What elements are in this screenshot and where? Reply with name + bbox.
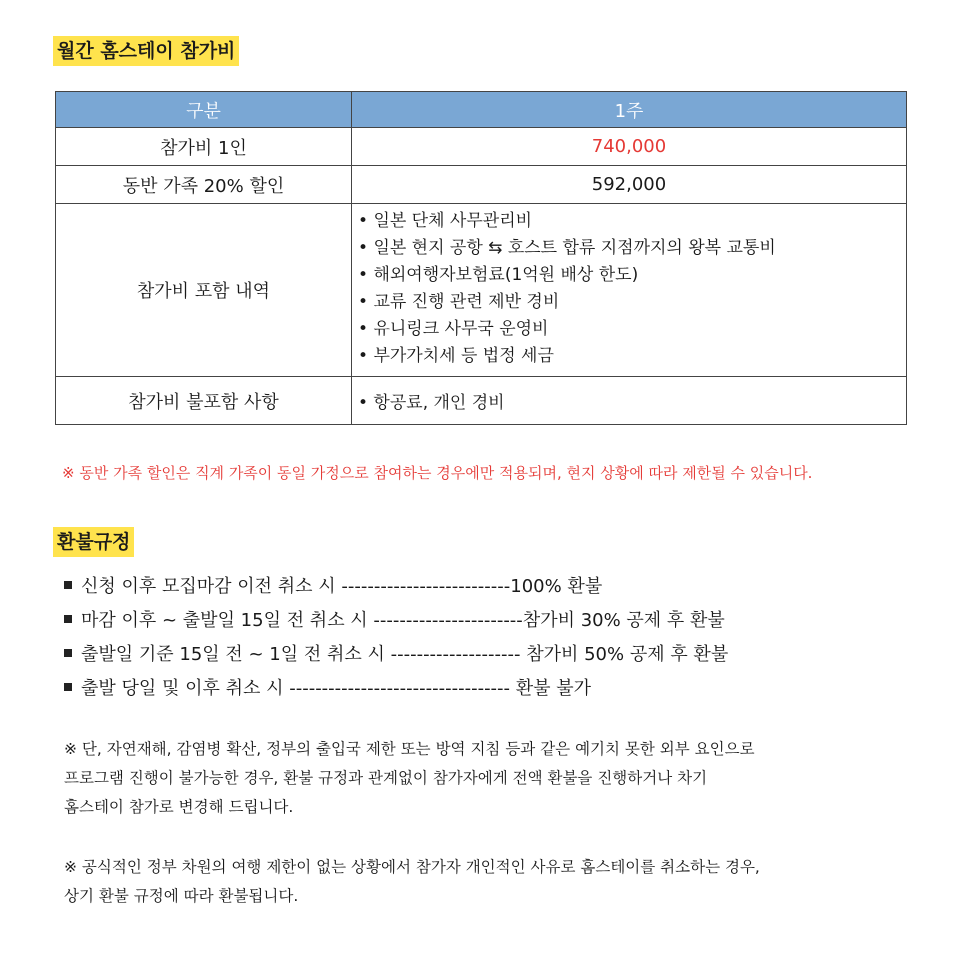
list-item: • 부가가치세 등 법정 세금 xyxy=(358,343,906,370)
list-item: • 해외여행자보험료(1억원 배상 한도) xyxy=(358,262,906,289)
refund-rules-list xyxy=(64,570,728,706)
row-value-family-discount: 592,000 xyxy=(352,166,907,204)
list-item xyxy=(64,638,728,672)
table-row-excluded xyxy=(56,377,907,425)
list-item xyxy=(64,604,728,638)
included-items-list xyxy=(358,204,906,376)
note-line: 홈스테이 참가로 변경해 드립니다. xyxy=(64,798,294,816)
table-header-row xyxy=(56,92,907,128)
included-items-cell xyxy=(352,204,907,377)
square-bullet-icon xyxy=(64,649,72,657)
personal-cancel-note xyxy=(64,853,760,911)
table-row-included xyxy=(56,204,907,377)
family-discount-note: ※ 동반 가족 할인은 직계 가족이 동일 가정으로 참여하는 경우에만 적용되며, 현지 상황에 따라 제한될 수 있습니다. xyxy=(62,464,813,482)
row-label-family-discount: 동반 가족 20% 할인 xyxy=(56,166,352,204)
note-line: ※ 단, 자연재해, 감염병 확산, 정부의 출입국 제한 또는 방역 지침 등과 같은 예기치 못한 외부 요인으로 xyxy=(64,740,755,758)
list-item xyxy=(64,570,728,604)
square-bullet-icon xyxy=(64,615,72,623)
note-line: 프로그램 진행이 불가능한 경우, 환불 규정과 관계없이 참가자에게 전액 환불을 진행하거나 차기 xyxy=(64,769,708,787)
list-item: • 일본 현지 공항 ⇆ 호스트 합류 지점까지의 왕복 교통비 xyxy=(358,235,906,262)
table-row xyxy=(56,128,907,166)
square-bullet-icon xyxy=(64,683,72,691)
section-title-refund: 환불규정 xyxy=(53,527,134,557)
list-item: • 일본 단체 사무관리비 xyxy=(358,208,906,235)
refund-rule-text: 출발 당일 및 이후 취소 시 ---------------------------------- 환불 불가 xyxy=(81,678,592,699)
fee-table xyxy=(55,91,907,425)
refund-rule-text: 마감 이후 ~ 출발일 15일 전 취소 시 -----------------------참가비 30% 공제 후 환불 xyxy=(81,610,725,631)
note-line: 상기 환불 규정에 따라 환불됩니다. xyxy=(64,887,299,905)
table-header-category: 구분 xyxy=(56,92,352,128)
row-label-fee: 참가비 1인 xyxy=(56,128,352,166)
row-value-excluded: • 항공료, 개인 경비 xyxy=(352,377,907,425)
list-item xyxy=(64,672,728,706)
list-item: • 교류 진행 관련 제반 경비 xyxy=(358,289,906,316)
force-majeure-note xyxy=(64,735,755,822)
table-header-week: 1주 xyxy=(352,92,907,128)
section-title-fee: 월간 홈스테이 참가비 xyxy=(53,36,239,66)
refund-rule-text: 출발일 기준 15일 전 ~ 1일 전 취소 시 -------------------- 참가비 50% 공제 후 환불 xyxy=(81,644,729,665)
square-bullet-icon xyxy=(64,581,72,589)
table-row xyxy=(56,166,907,204)
row-label-excluded: 참가비 불포함 사항 xyxy=(56,377,352,425)
note-line: ※ 공식적인 정부 차원의 여행 제한이 없는 상황에서 참가자 개인적인 사유로 홈스테이를 취소하는 경우, xyxy=(64,858,760,876)
row-value-fee: 740,000 xyxy=(352,128,907,166)
list-item: • 유니링크 사무국 운영비 xyxy=(358,316,906,343)
row-label-included: 참가비 포함 내역 xyxy=(56,204,352,377)
refund-rule-text: 신청 이후 모집마감 이전 취소 시 --------------------------100% 환불 xyxy=(81,576,603,597)
